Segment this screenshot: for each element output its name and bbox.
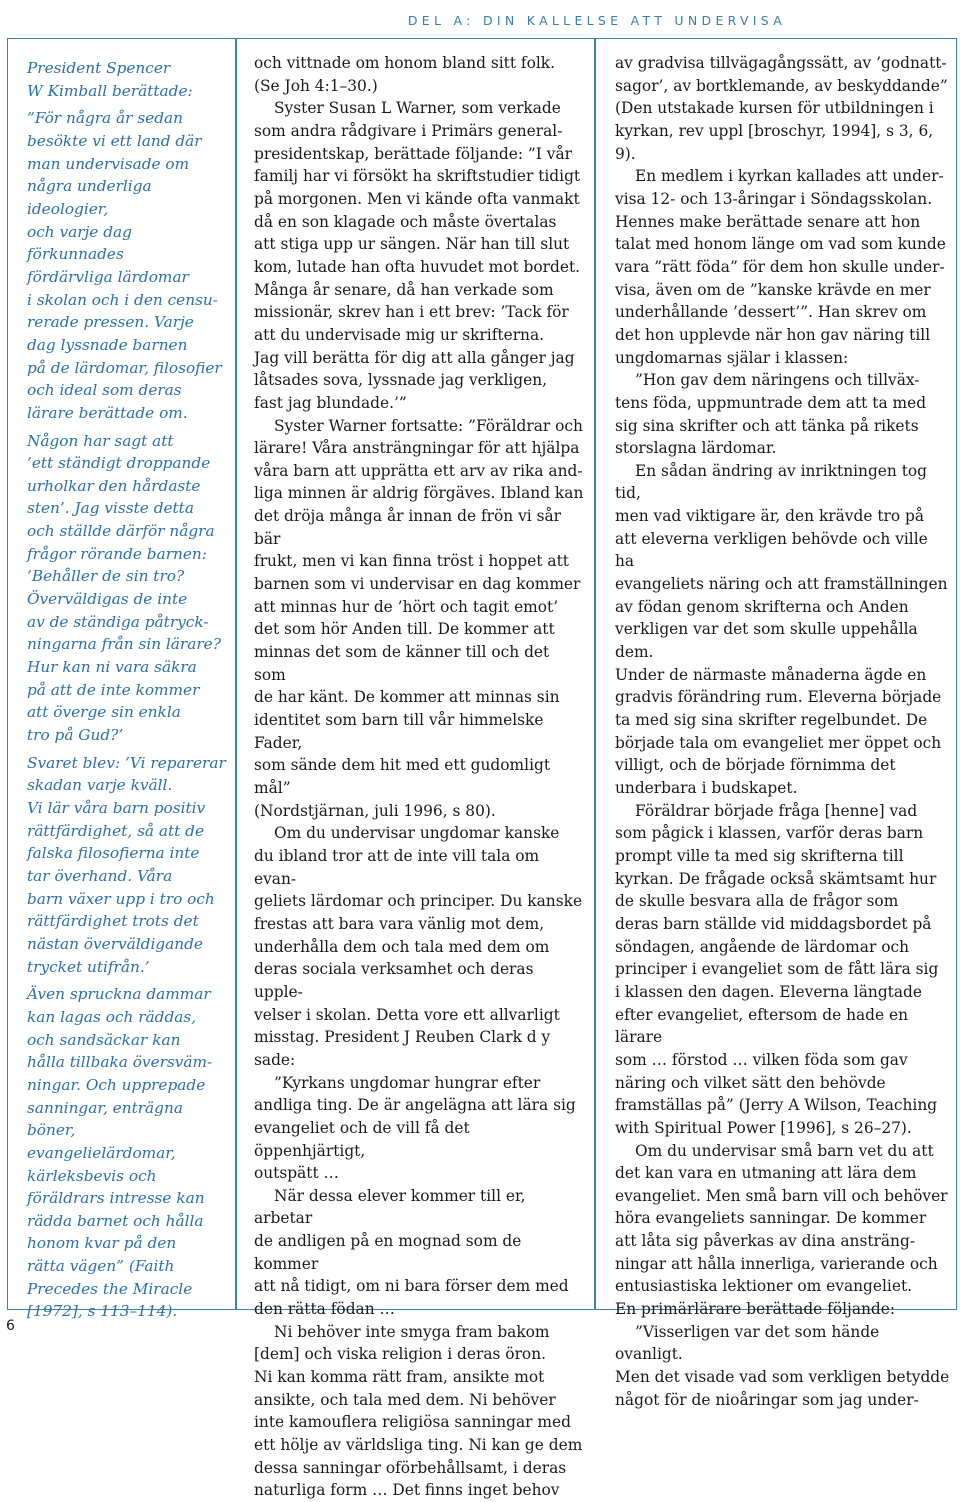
- text-line: frukt, men vi kan finna tröst i hoppet att: [254, 552, 569, 571]
- text-line: efter evangeliet, eftersom de hade en lärare: [615, 1005, 909, 1047]
- text-line: det som hör Anden till. De kommer att: [254, 620, 555, 639]
- text-line: Syster Warner fortsatte: ”Föräldrar och: [274, 416, 583, 435]
- text-line: presidentskap, berättade följande: ”I vår: [254, 144, 572, 163]
- text-line: kyrkan. De frågade också skämtsamt hur: [615, 869, 937, 888]
- text-line: tens föda, uppmuntrade dem att ta med: [615, 393, 927, 412]
- sidebar-line: hålla tillbaka översväm-: [27, 1053, 213, 1072]
- sidebar-line: kan lagas och räddas,: [27, 1007, 197, 1026]
- sidebar-line: av de ständiga påtryck-: [27, 612, 209, 631]
- sidebar-line: dag lyssnade barnen: [27, 335, 188, 354]
- text-line: ”Visserligen var det som hände ovanligt.: [615, 1322, 880, 1364]
- sidebar-line: rerade pressen. Varje: [27, 313, 194, 332]
- text-line: Om du undervisar små barn vet du att: [635, 1141, 934, 1160]
- sidebar-line: ’ett ständigt droppande: [27, 454, 211, 473]
- sidebar-line: föräldrars intresse kan: [27, 1189, 205, 1208]
- text-line: de skulle besvara alla de frågor som: [615, 892, 899, 911]
- sidebar-line: Precedes the Miracle: [27, 1279, 193, 1298]
- sidebar-line: sten’. Jag visste detta: [27, 499, 194, 518]
- body-column-1: [254, 52, 584, 1502]
- text-line: och vittnade om honom bland sitt folk.: [254, 54, 556, 72]
- text-line: började tala om evangeliet mer öppet och: [615, 733, 942, 752]
- text-line: framställas på” (Jerry A Wilson, Teaching: [615, 1096, 938, 1115]
- sidebar-line: sanningar, enträgna: [27, 1098, 183, 1117]
- sidebar-line: och varje dag förkunnades: [27, 222, 132, 264]
- text-line: lärare! Våra ansträngningar för att hjälpa: [254, 439, 580, 458]
- text-line: låtsades sova, lyssnade jag verkligen,: [254, 371, 548, 390]
- text-line: höra evangeliets sanningar. De kommer: [615, 1209, 927, 1228]
- sidebar-line: honom kvar på den: [27, 1234, 177, 1253]
- text-line: ansikte, och tala med dem. Ni behöver: [254, 1390, 556, 1409]
- text-line: Ni behöver inte smyga fram bakom: [274, 1322, 550, 1341]
- sidebar-line: skadan varje kväll.: [27, 776, 173, 795]
- sidebar-line: Hur kan ni vara säkra: [27, 658, 197, 677]
- text-line: evangeliets näring och att framställningen: [615, 575, 948, 594]
- text-line: då en son klagade och måste övertalas: [254, 212, 557, 231]
- text-line: ett hölje av världsliga ting. Ni kan ge dem: [254, 1436, 583, 1455]
- text-line: Ni kan komma rätt fram, ansikte mot: [254, 1368, 545, 1387]
- text-line: En medlem i kyrkan kallades att under-: [635, 167, 944, 186]
- text-line: du ibland tror att de inte vill tala om evan-: [254, 846, 540, 888]
- text-line: storslagna lärdomar.: [615, 439, 777, 458]
- sidebar-line: Vi lär våra barn positiv: [27, 799, 206, 817]
- text-line: Om du undervisar ungdomar kanske: [274, 824, 560, 843]
- text-line: (Den utstakade kursen för utbildningen i: [615, 99, 934, 118]
- text-line: evangeliet och de vill få det öppenhjärtigt,: [254, 1118, 470, 1160]
- text-line: dessa sanningar oförbehållsamt, i deras: [254, 1458, 567, 1477]
- text-line: underhålla dem och tala med dem om: [254, 937, 550, 956]
- text-line: underhållande ’dessert’”. Han skrev om: [615, 303, 927, 322]
- sidebar-line: i skolan och i den censu-: [27, 290, 218, 309]
- sidebar-line: President Spencer: [27, 59, 171, 77]
- text-line: vara ”rätt föda” för dem hon skulle under-: [615, 257, 945, 276]
- text-line: som pågick i klassen, varför deras barn: [615, 824, 924, 843]
- sidebar-line: [1972], s 113–114).: [27, 1302, 178, 1321]
- text-line: av gradvisa tillvägagångssätt, av ’godnatt-: [615, 54, 947, 72]
- text-line: frestas att bara vara vänlig mot dem,: [254, 914, 545, 933]
- text-line: (Nordstjärnan, juli 1996, s 80).: [254, 801, 496, 820]
- text-line: gradvis förändring rum. Eleverna började: [615, 688, 942, 707]
- sidebar-line: Svaret blev: ’Vi reparerar: [27, 753, 226, 772]
- sidebar-line: och ställde därför några: [27, 522, 215, 541]
- sidebar-line: besökte vi ett land där: [27, 131, 202, 150]
- sidebar-line: tro på Gud?’: [27, 726, 124, 745]
- sidebar-line: rädda barnet och hålla: [27, 1211, 204, 1230]
- text-line: sagor’, av bortklemande, av beskyddande”: [615, 76, 948, 95]
- text-line: Föräldrar började fråga [henne] vad: [635, 801, 918, 820]
- text-line: ta med sig sina skrifter regelbundet. De: [615, 711, 928, 730]
- text-line: av födan genom skrifterna och Anden: [615, 597, 909, 616]
- text-line: naturliga form … Det finns inget behov: [254, 1481, 560, 1500]
- sidebar-line: rättfärdighet, så att de: [27, 821, 205, 840]
- sidebar-line: frågor rörande barnen:: [27, 544, 207, 563]
- text-line: att stiga upp ur sängen. När han till slut: [254, 235, 570, 254]
- text-line: andliga ting. De är angelägna att lära sig: [254, 1096, 576, 1115]
- page-number: 6: [6, 1318, 15, 1334]
- text-line: verkligen var det som skulle uppehålla dem.: [615, 620, 918, 662]
- text-line: ”Kyrkans ungdomar hungrar efter: [274, 1073, 541, 1092]
- sidebar-line: böner, evangelielärdomar,: [27, 1121, 176, 1162]
- text-line: våra barn att upprätta ett arv av rika and-: [254, 461, 583, 480]
- sidebar-line: nästan överväldigande: [27, 934, 203, 953]
- text-line: som … förstod … vilken föda som gav: [615, 1050, 908, 1069]
- sidebar-line: falska filosofierna inte: [27, 844, 200, 863]
- text-line: att nå tidigt, om ni bara förser dem med: [254, 1277, 569, 1296]
- sidebar-line: ningarna från sin lärare?: [27, 635, 221, 654]
- text-line: Men det visade vad som verkligen betydde: [615, 1368, 950, 1387]
- text-line: i klassen den dagen. Eleverna längtade: [615, 982, 922, 1001]
- text-line: de har känt. De kommer att minnas sin: [254, 688, 560, 707]
- sidebar-line: man undervisade om: [27, 154, 190, 173]
- text-line: missionär, skrev han i ett brev: ’Tack för: [254, 303, 569, 322]
- text-line: [dem] och viska religion i deras öron.: [254, 1345, 547, 1364]
- text-line: ningar att hålla innerliga, varierande och: [615, 1254, 938, 1273]
- sidebar-divider: [235, 38, 237, 1310]
- sidebar-line: några underliga ideologier,: [27, 177, 152, 218]
- text-line: deras sociala verksamhet och deras upple-: [254, 960, 534, 1001]
- text-line: det hon upplevde när hon gav näring till: [615, 325, 931, 344]
- text-line: deras barn ställde vid middagsbordet på: [615, 914, 932, 933]
- sidebar-line: lärare berättade om.: [27, 403, 188, 422]
- sidebar-line: ningar. Och upprepade: [27, 1075, 206, 1094]
- text-line: underbara i budskapet.: [615, 779, 798, 797]
- text-line: outspätt …: [254, 1164, 339, 1183]
- text-line: något för de nioåringar som jag under-: [615, 1390, 919, 1409]
- text-line: talat med honom länge om vad som kunde: [615, 235, 946, 254]
- sidebar-line: barn växer upp i tro och: [27, 889, 215, 908]
- text-line: de andligen på en mognad som de kommer: [254, 1232, 522, 1273]
- text-line: En primärlärare berättade följande:: [615, 1300, 896, 1319]
- sidebar-line: rätta vägen” (Faith: [27, 1257, 175, 1276]
- text-line: på morgonen. Men vi kände ofta vanmakt: [254, 189, 580, 208]
- text-line: som sände dem hit med ett gudomligt mål”: [254, 756, 551, 797]
- text-line: familj har vi försökt ha skriftstudier tidigt: [254, 167, 581, 186]
- text-line: men vad viktigare är, den krävde tro på: [615, 507, 925, 526]
- sidebar-line: trycket utifrån.’: [27, 957, 150, 976]
- body-column-2: [615, 52, 951, 1411]
- text-line: (Se Joh 4:1–30.): [254, 76, 378, 95]
- text-line: with Spiritual Power [1996], s 26–27).: [615, 1118, 912, 1137]
- text-line: Hennes make berättade senare att hon: [615, 212, 921, 231]
- text-line: velser i skolan. Detta vore ett allvarligt: [254, 1005, 560, 1024]
- text-line: liga minnen är aldrig förgäves. Ibland kan: [254, 484, 584, 503]
- sidebar-line: Någon har sagt att: [27, 431, 174, 450]
- text-line: inte kamouflera religiösa sanningar med: [254, 1413, 571, 1432]
- text-line: att minnas hur de ’hört och tagit emot’: [254, 597, 559, 616]
- text-line: visa 12- och 13-åringar i Söndagsskolan.: [615, 189, 933, 208]
- text-line: Jag vill berätta för dig att alla gånger jag: [254, 348, 575, 367]
- text-line: visa, även om de ”kanske krävde en mer: [615, 280, 931, 299]
- text-line: minnas det som de känner till och det som: [254, 643, 550, 684]
- text-line: Många år senare, då han verkade som: [254, 280, 554, 299]
- sidebar-line: kärleksbevis och: [27, 1166, 157, 1185]
- text-line: näring och vilket sätt den behövde: [615, 1073, 886, 1092]
- text-line: Under de närmaste månaderna ägde en: [615, 665, 927, 684]
- text-line: kyrkan, rev uppl [broschyr, 1994], s 3, 6, 9).: [615, 121, 934, 163]
- sidebar-line: Överväldigas de inte: [27, 590, 188, 609]
- sidebar-line: ”För några år sedan: [27, 109, 184, 128]
- text-line: kom, lutade han ofta huvudet mot bordet.: [254, 257, 581, 276]
- text-line: misstag. President J Reuben Clark d y sade:: [254, 1028, 551, 1069]
- text-line: prompt ville ta med sig skrifterna till: [615, 846, 904, 865]
- text-line: evangeliet. Men små barn vill och behöver: [615, 1186, 948, 1205]
- sidebar-line: och ideal som deras: [27, 381, 182, 400]
- text-line: Syster Susan L Warner, som verkade: [274, 99, 561, 118]
- text-line: identitet som barn till vår himmelske Fader,: [254, 711, 544, 752]
- sidebar-line: att överge sin enkla: [27, 703, 181, 722]
- sidebar-line: W Kimball berättade:: [27, 81, 193, 100]
- sidebar-quote: [27, 57, 227, 1323]
- text-line: ungdomarnas själar i klassen:: [615, 348, 849, 367]
- sidebar-line: och sandsäckar kan: [27, 1030, 181, 1049]
- column-divider: [594, 38, 596, 1310]
- text-line: att eleverna verkligen behövde och ville ha: [615, 529, 928, 571]
- sidebar-line: Även spruckna dammar: [27, 985, 211, 1004]
- text-line: att du undervisade mig ur skrifterna.: [254, 325, 545, 344]
- text-line: geliets lärdomar och principer. Du kanske: [254, 892, 583, 911]
- sidebar-line: på att de inte kommer: [27, 680, 200, 699]
- sidebar-line: rättfärdighet trots det: [27, 912, 199, 931]
- text-line: det kan vara en utmaning att lära dem: [615, 1164, 917, 1183]
- text-line: En sådan ändring av inriktningen tog tid,: [615, 461, 928, 503]
- text-line: principer i evangeliet som de fått lära sig: [615, 960, 939, 979]
- text-line: När dessa elever kommer till er, arbetar: [254, 1186, 526, 1228]
- sidebar-line: på de lärdomar, filosofier: [27, 358, 222, 377]
- text-line: söndagen, angående de lärdomar och: [615, 937, 909, 956]
- sidebar-line: urholkar den hårdaste: [27, 476, 201, 495]
- text-line: det dröja många år innan de frön vi sår bär: [254, 507, 562, 548]
- text-line: ”Hon gav dem näringens och tillväx-: [635, 371, 920, 390]
- sidebar-line: tar överhand. Våra: [27, 866, 173, 885]
- text-line: sig sina skrifter och att tänka på rikets: [615, 416, 919, 435]
- sidebar-line: ’Behåller de sin tro?: [27, 567, 185, 586]
- text-line: som andra rådgivare i Primärs general-: [254, 121, 563, 140]
- text-line: att låta sig påverkas av dina ansträng-: [615, 1232, 916, 1251]
- text-line: fast jag blundade.’”: [254, 393, 407, 412]
- text-line: den rätta födan …: [254, 1300, 395, 1319]
- text-line: villigt, och de började förnimma det: [615, 756, 896, 775]
- running-header: DEL A: DIN KALLELSE ATT UNDERVISA: [407, 13, 787, 28]
- text-line: barnen som vi undervisar en dag kommer: [254, 575, 581, 594]
- text-line: entusiastiska lektioner om evangeliet.: [615, 1277, 913, 1296]
- sidebar-line: fördärvliga lärdomar: [27, 267, 189, 286]
